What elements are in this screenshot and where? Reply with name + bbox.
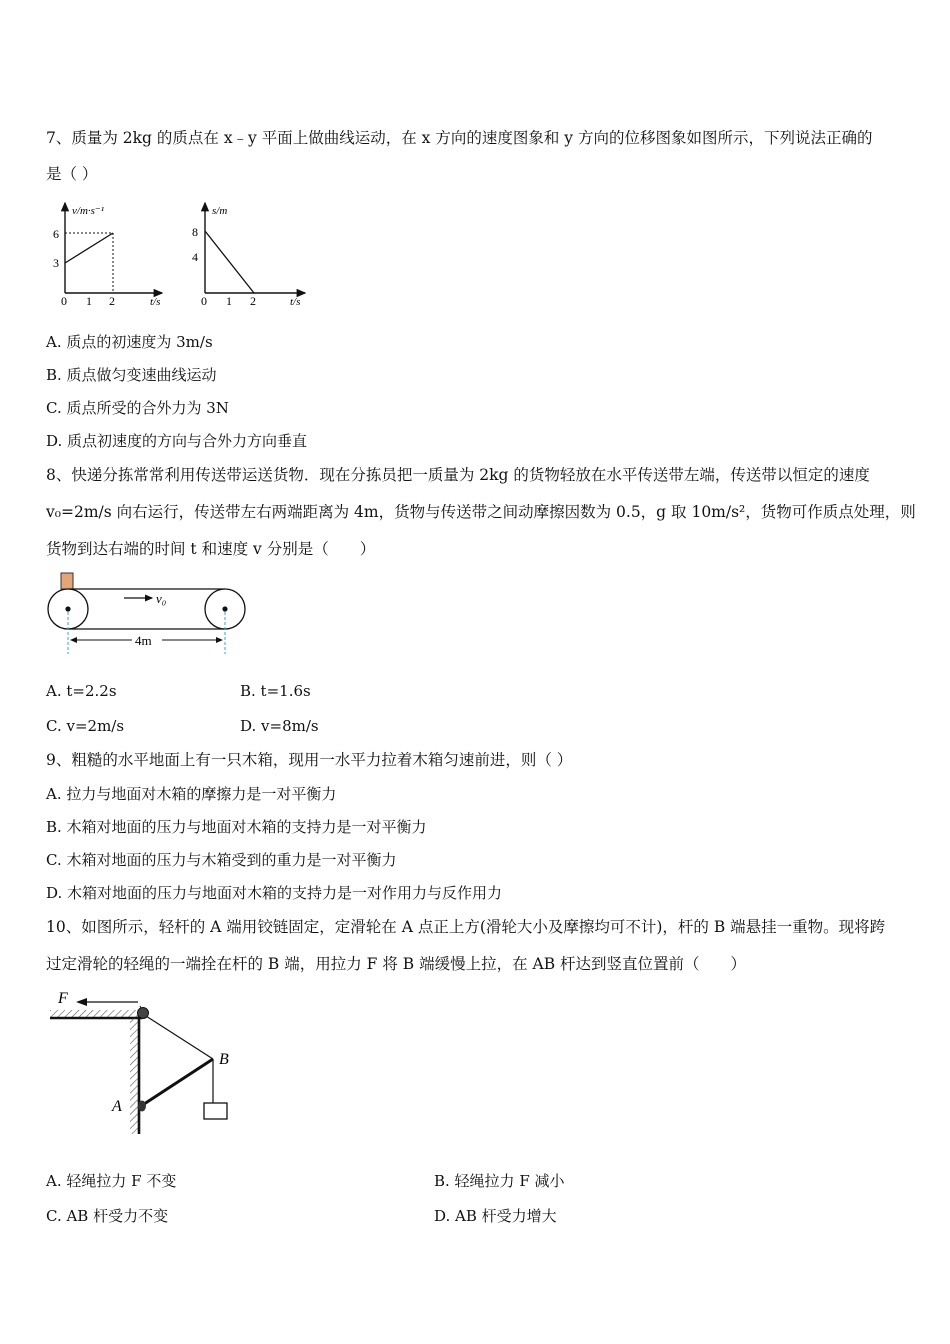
q8-stem-line1: 8、快递分拣常常利用传送带运送货物．现在分拣员把一质量为 2kg 的货物轻放在水平传送带左端，传送带以恒定的速度 [46, 466, 870, 484]
pulley [138, 1008, 149, 1019]
v-graph-line [65, 233, 113, 263]
s-graph-tick-y-8: 8 [192, 225, 198, 239]
hinge-a [138, 1101, 146, 1112]
q10-pulley-figure [46, 986, 246, 1138]
q7-option-c[interactable]: C. 质点所受的合外力为 3N [46, 399, 229, 417]
wall-hatch [130, 1018, 138, 1134]
v-graph-tick-x-2: 2 [109, 294, 115, 308]
s-graph-ylabel: s/m [212, 205, 228, 217]
q10-option-c[interactable]: C. AB 杆受力不变 [46, 1207, 169, 1225]
s-graph-line [205, 231, 254, 293]
q9-option-b[interactable]: B. 木箱对地面的压力与地面对木箱的支持力是一对平衡力 [46, 818, 427, 836]
q8-option-d[interactable]: D. v=8m/s [240, 717, 319, 735]
q9-option-c[interactable]: C. 木箱对地面的压力与木箱受到的重力是一对平衡力 [46, 851, 397, 869]
velocity-label: v₀ [156, 591, 167, 606]
q10-option-a[interactable]: A. 轻绳拉力 F 不变 [46, 1172, 177, 1190]
rod-ab [141, 1059, 213, 1106]
dimension-arrowhead-right [216, 637, 223, 643]
q9-option-d[interactable]: D. 木箱对地面的压力与地面对木箱的支持力是一对作用力与反作用力 [46, 884, 503, 902]
left-pulley-center [65, 606, 70, 611]
v-graph-xlabel: t/s [150, 296, 161, 308]
q8-option-b[interactable]: B. t=1.6s [240, 682, 311, 700]
cargo-box [61, 573, 73, 589]
s-graph-tick-x-1: 1 [226, 294, 232, 308]
s-graph-tick-x-2: 2 [250, 294, 256, 308]
q8-option-a[interactable]: A. t=2.2s [46, 682, 117, 700]
q10-option-d[interactable]: D. AB 杆受力增大 [434, 1207, 557, 1225]
rope-to-b [146, 1016, 213, 1059]
point-a-label: A [112, 1098, 122, 1115]
v-graph-tick-y-3: 3 [53, 256, 59, 270]
q7-stem-line2: 是（ ） [46, 165, 98, 183]
q9-stem: 9、粗糙的水平地面上有一只木箱，现用一水平力拉着木箱匀速前进，则（ ） [46, 751, 573, 769]
right-pulley-center [222, 606, 227, 611]
displacement-time-graph [192, 203, 305, 308]
velocity-time-graph [53, 203, 162, 308]
q8-stem-line2: v₀=2m/s 向右运行，传送带左右两端距离为 4m，货物与传送带之间动摩擦因数为 0.5，g 取 10m/s²，货物可作质点处理，则 [46, 503, 916, 521]
q10-stem-line2: 过定滑轮的轻绳的一端拴在杆的 B 端，用拉力 F 将 B 端缓慢上拉，在 AB 杆达到竖直位置前（ ） [46, 955, 747, 973]
s-graph-tick-y-4: 4 [192, 250, 198, 264]
q10-option-b[interactable]: B. 轻绳拉力 F 减小 [434, 1172, 565, 1190]
point-b-label: B [219, 1051, 229, 1068]
s-graph-tick-x-0: 0 [201, 294, 207, 308]
hanging-weight [204, 1103, 227, 1119]
q7-stem-line1: 7、质量为 2kg 的质点在 x﹣y 平面上做曲线运动，在 x 方向的速度图象和 y 方向的位移图象如图所示，下列说法正确的 [46, 129, 873, 147]
v-graph-tick-y-6: 6 [53, 227, 59, 241]
s-graph-xlabel: t/s [290, 296, 301, 308]
force-arrowhead [76, 998, 87, 1006]
q7-graphs [50, 195, 320, 310]
v-graph-ylabel: v/m·s⁻¹ [72, 205, 105, 217]
q8-option-c[interactable]: C. v=2m/s [46, 717, 125, 735]
force-label: F [58, 990, 68, 1007]
q8-stem-line3: 货物到达右端的时间 t 和速度 v 分别是（ ） [46, 540, 376, 558]
q7-option-b[interactable]: B. 质点做匀变速曲线运动 [46, 366, 217, 384]
q9-option-a[interactable]: A. 拉力与地面对木箱的摩擦力是一对平衡力 [46, 785, 337, 803]
v-graph-tick-x-0: 0 [61, 294, 67, 308]
q7-option-d[interactable]: D. 质点初速度的方向与合外力方向垂直 [46, 432, 308, 450]
q8-conveyor-figure [44, 570, 254, 656]
dimension-arrowhead-left [70, 637, 77, 643]
v-graph-tick-x-1: 1 [86, 294, 92, 308]
q7-option-a[interactable]: A. 质点的初速度为 3m/s [46, 333, 213, 351]
distance-label: 4m [135, 633, 152, 648]
q10-stem-line1: 10、如图所示，轻杆的 A 端用铰链固定，定滑轮在 A 点正上方(滑轮大小及摩擦均可不计)，杆的 B 端悬挂一重物。现将跨 [46, 918, 886, 936]
